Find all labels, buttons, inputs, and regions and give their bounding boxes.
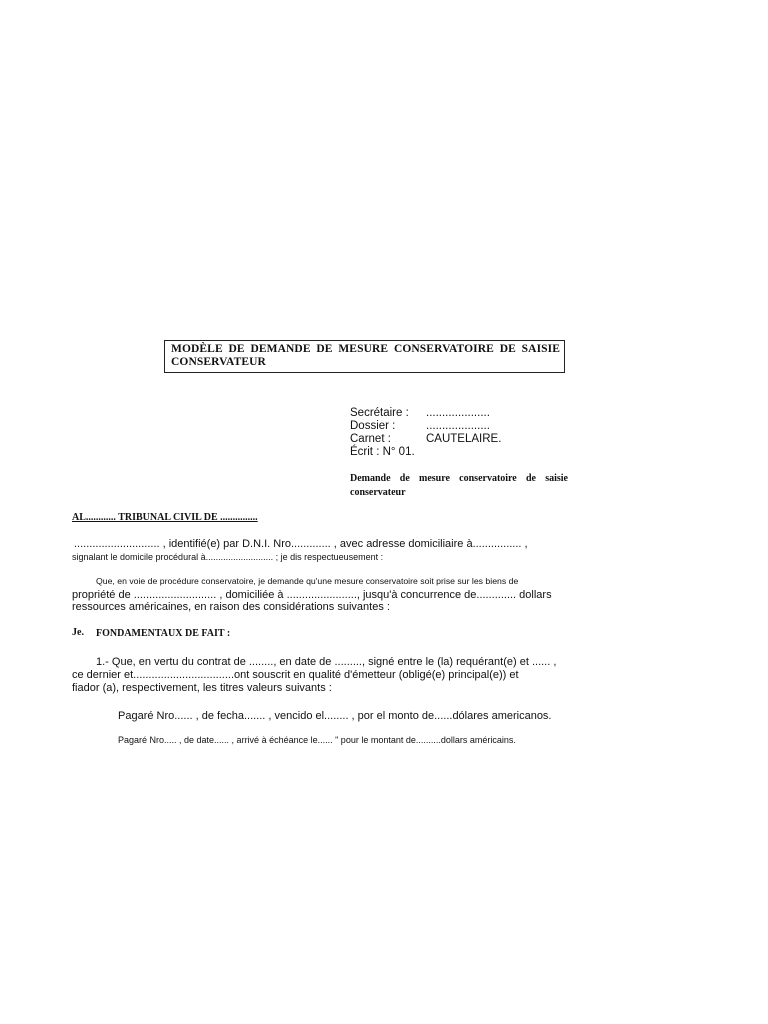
- meta-label: Carnet :: [350, 433, 391, 445]
- para1-line2: signalant le domicile procédural à........................... ; je dis respectueusement :: [72, 552, 384, 562]
- para3-line3: fiador (a), respectivement, les titres valeurs suivants :: [72, 682, 332, 694]
- meta-row-ecrit: [350, 446, 570, 459]
- pagare-spanish-line: Pagaré Nro...... , de fecha....... , vencido el........ , por el monto de......dólares americanos.: [118, 710, 552, 722]
- meta-row-dossier: [350, 420, 570, 433]
- court-address-line: AL............ TRIBUNAL CIVIL DE ...............: [72, 512, 258, 523]
- para3-line2: ce dernier et.................................ont souscrit en qualité d'émetteur (obligé(e) principal(e)) et: [72, 669, 519, 681]
- section-number: Je.: [72, 627, 84, 638]
- meta-row-carnet: [350, 433, 570, 446]
- document-title-line1: MODÈLE DE DEMANDE DE MESURE CONSERVATOIRE DE SAISIE: [171, 343, 560, 355]
- section-title: FONDAMENTAUX DE FAIT :: [96, 628, 231, 639]
- meta-label: Dossier :: [350, 420, 396, 432]
- meta-label: Secrétaire :: [350, 407, 409, 419]
- pagare-french-line: Pagaré Nro..... , de date...... , arrivé à échéance le...... " pour le montant de..........dollars américains.: [118, 735, 516, 745]
- meta-row-secretary: [350, 407, 570, 420]
- para2-line2: propriété de ........................... , domiciliée à ......................., jusqu'à concurrence de............. dollars: [72, 589, 552, 601]
- meta-value: ....................: [426, 407, 490, 419]
- para3-line1: 1.- Que, en vertu du contrat de ........, en date de ........., signé entre le (la) requérant(e) et ...... ,: [96, 656, 557, 668]
- meta-value: CAUTELAIRE.: [426, 433, 502, 445]
- para2-line3: ressources américaines, en raison des considérations suivantes :: [72, 601, 390, 613]
- document-title-box: [164, 340, 565, 373]
- document-subtitle: Demande de mesure conservatoire de saisie conservateur: [350, 473, 568, 498]
- case-metadata: [350, 407, 570, 467]
- para1-line1: ............................ , identifié(e) par D.N.I. Nro............. , avec adresse domiciliaire à................ ,: [74, 538, 528, 550]
- document-title-line2: CONSERVATEUR: [171, 356, 266, 368]
- meta-label: Écrit : N° 01.: [350, 446, 415, 458]
- meta-value: ....................: [426, 420, 490, 432]
- para2-line1: Que, en voie de procédure conservatoire, je demande qu'une mesure conservatoire soit prise sur les biens de: [96, 576, 519, 586]
